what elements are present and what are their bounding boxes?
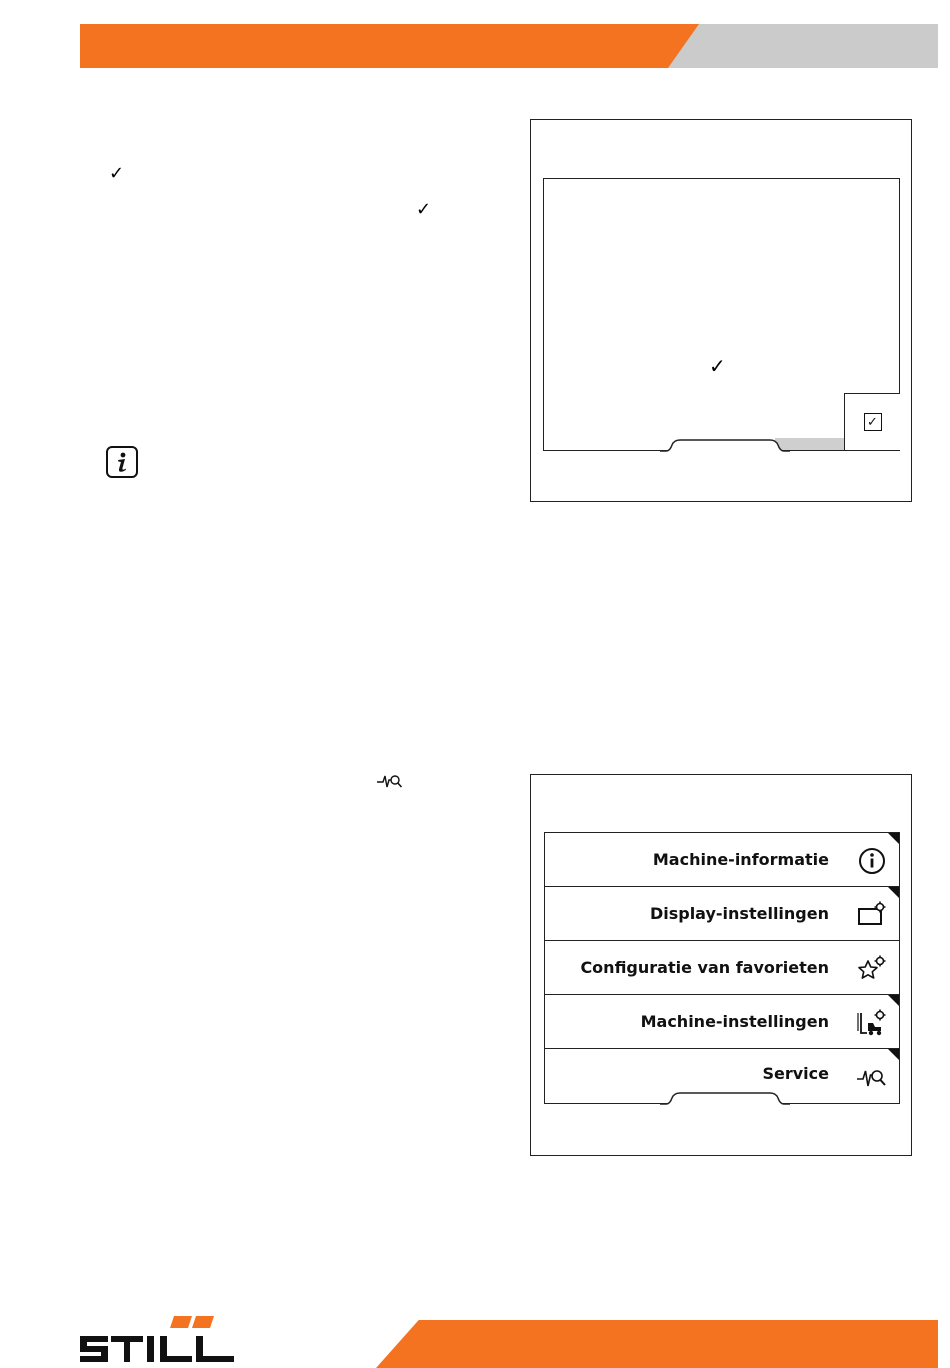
check-mark-inline-2: ✓ [416,199,432,220]
service-diagnostics-icon [376,772,404,790]
service-diagnostics-icon [855,1063,889,1093]
menu-item-display-instellingen[interactable] [544,886,900,940]
menu-item-label: Machine-informatie [652,850,829,869]
menu-item-label: Machine-instellingen [640,1012,829,1031]
menu-item-label: Configuratie van favorieten [580,958,829,977]
menu-item-label: Service [762,1064,829,1083]
menu-item-machine-instellingen[interactable] [544,994,900,1048]
forklift-settings-icon [855,1007,889,1037]
still-logo [78,1316,238,1366]
confirm-button[interactable] [844,393,900,450]
submenu-corner-indicator [888,995,899,1006]
submenu-corner-indicator [888,887,899,898]
scroll-tab[interactable] [660,436,790,452]
checkbox-checked-icon [864,413,882,431]
info-circle-icon [855,845,889,875]
scroll-tab[interactable] [660,1089,790,1105]
header-accent-bar [80,24,700,68]
star-settings-icon [855,953,889,983]
menu-item-label: Display-instellingen [649,904,829,923]
header-grey-bar [668,24,938,68]
confirm-check-glyph: ✓ [867,414,878,430]
footer-accent-bar [376,1320,938,1368]
submenu-corner-indicator [888,1049,899,1060]
check-mark-inline-1: ✓ [109,163,125,184]
check-mark-display: ✓ [709,354,726,378]
menu-item-configuratie-van-favorieten[interactable] [544,940,900,994]
info-icon [106,446,138,478]
submenu-corner-indicator [888,833,899,844]
menu-item-machine-informatie[interactable] [544,832,900,886]
display-settings-icon [855,899,889,929]
